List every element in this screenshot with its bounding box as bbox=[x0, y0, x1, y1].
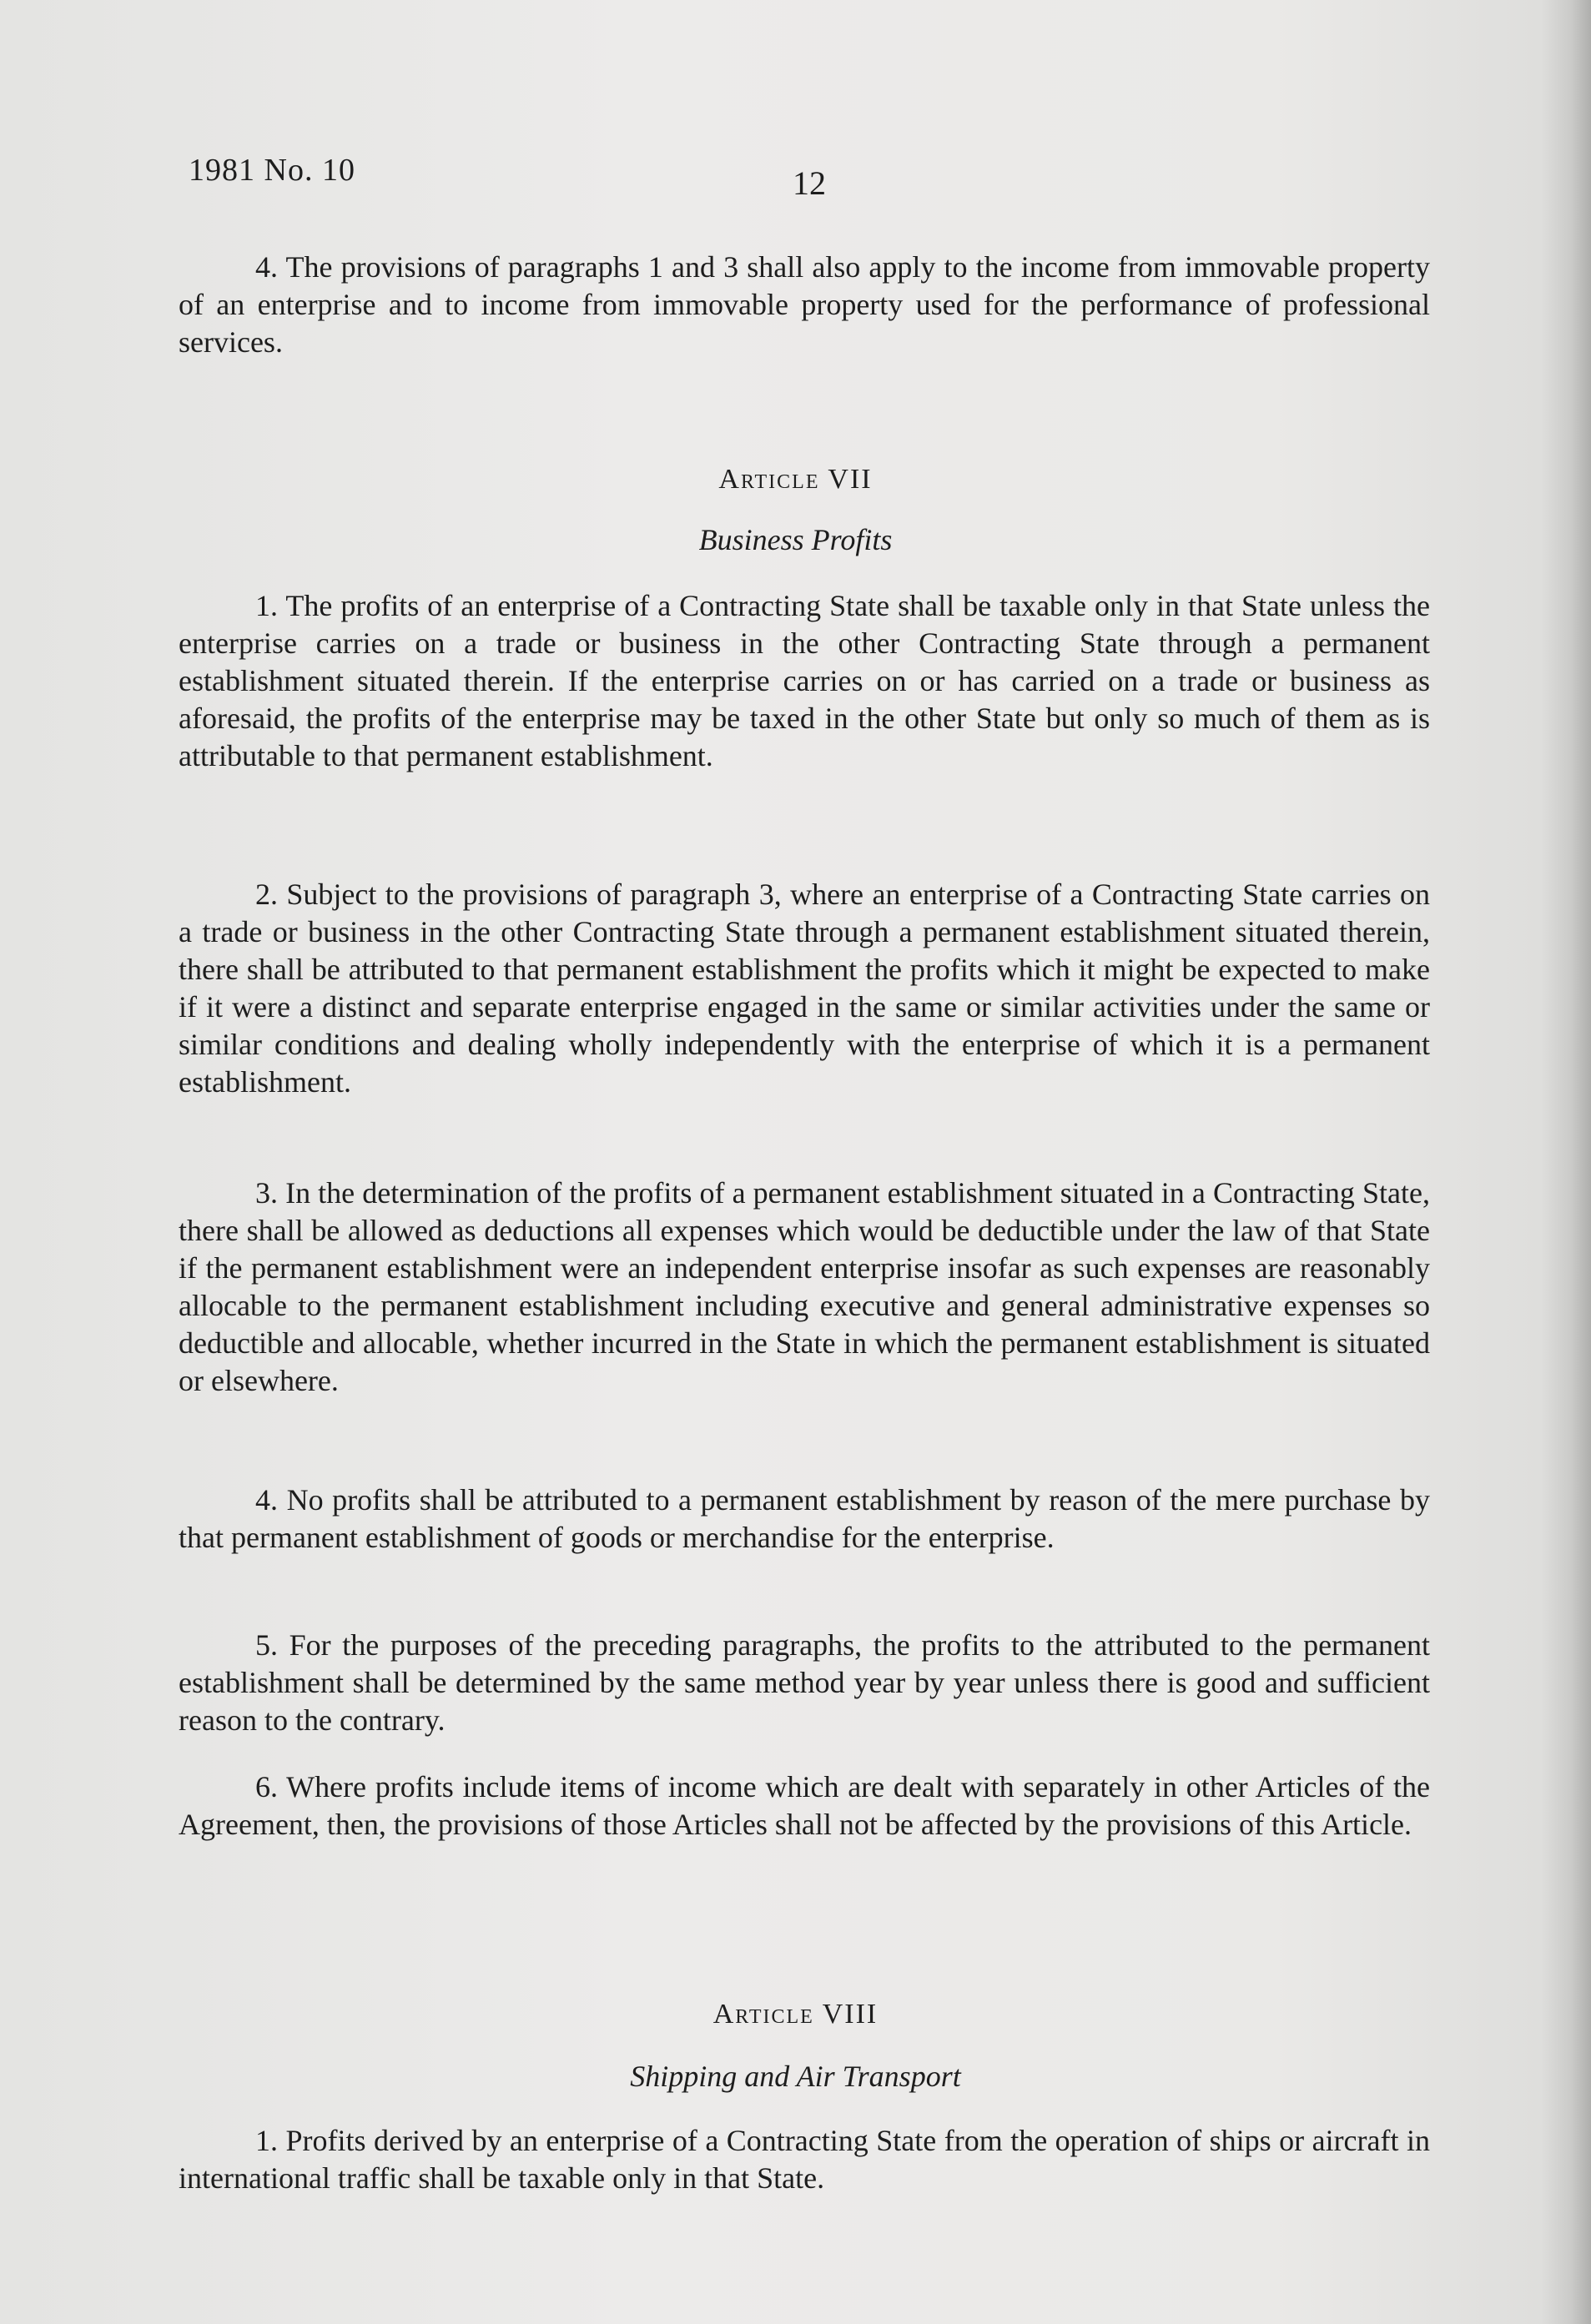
article7-heading: Article VII bbox=[718, 464, 873, 495]
article7-paragraph-5: 5. For the purposes of the preceding paragraphs, the profits to the attributed to the permanent establishment shall be determined by the same method year by year unless there is good and sufficient reason to the contrary. bbox=[179, 1628, 1430, 1737]
article7-paragraph-6: 6. Where profits include items of income which are dealt with separately in other Articles of the Agreement, then, the provisions of those Articles shall not be affected by the provisions of this Article. bbox=[179, 1770, 1430, 1841]
document-number: 1981 No. 10 bbox=[189, 153, 355, 188]
article6-paragraph-4: 4. The provisions of paragraphs 1 and 3 shall also apply to the income from immovable property of an enterprise and to income from immovable property used for the performance of professional services. bbox=[179, 250, 1430, 359]
article8-paragraph-1: 1. Profits derived by an enterprise of a Contracting State from the operation of ships or aircraft in international traffic shall be taxable only in that State. bbox=[179, 2124, 1430, 2195]
article7-paragraph-2: 2. Subject to the provisions of paragraph 3, where an enterprise of a Contracting State carries on a trade or business in the other Contracting State through a permanent establishment situated therein, there shall be attributed to that permanent establishment the profits which it might be expected to make if it were a distinct and separate enterprise engaged in the same or similar activities under the same or similar conditions and dealing wholly independently with the enterprise of which it is a permanent establishment. bbox=[179, 878, 1430, 1099]
page-number: 12 bbox=[793, 164, 826, 202]
article7-paragraph-4: 4. No profits shall be attributed to a permanent establishment by reason of the mere purchase by that permanent establishment of goods or merchandise for the enterprise. bbox=[179, 1483, 1430, 1554]
page-edge-shadow bbox=[1541, 0, 1591, 2324]
article7-paragraph-3: 3. In the determination of the profits of a permanent establishment situated in a Contracting State, there shall be allowed as deductions all expenses which would be deductible under the law of that State if the permanent establishment were an independent enterprise insofar as such expenses are reasonably allocable to the permanent establishment including executive and general administrative expenses so deductible and allocable, whether incurred in the State in which the permanent establishment is situated or elsewhere. bbox=[179, 1176, 1430, 1397]
article8-heading: Article VIII bbox=[712, 1999, 879, 2030]
article7-subheading: Business Profits bbox=[698, 523, 893, 556]
article8-subheading: Shipping and Air Transport bbox=[630, 2060, 961, 2093]
article7-paragraph-1: 1. The profits of an enterprise of a Contracting State shall be taxable only in that State unless the enterprise carries on a trade or business in the other Contracting State through a permanent establishment situated therein. If the enterprise carries on or has carried on a trade or business as aforesaid, the profits of the enterprise may be taxed in the other State but only so much of them as is attributable to that permanent establishment. bbox=[179, 589, 1430, 772]
